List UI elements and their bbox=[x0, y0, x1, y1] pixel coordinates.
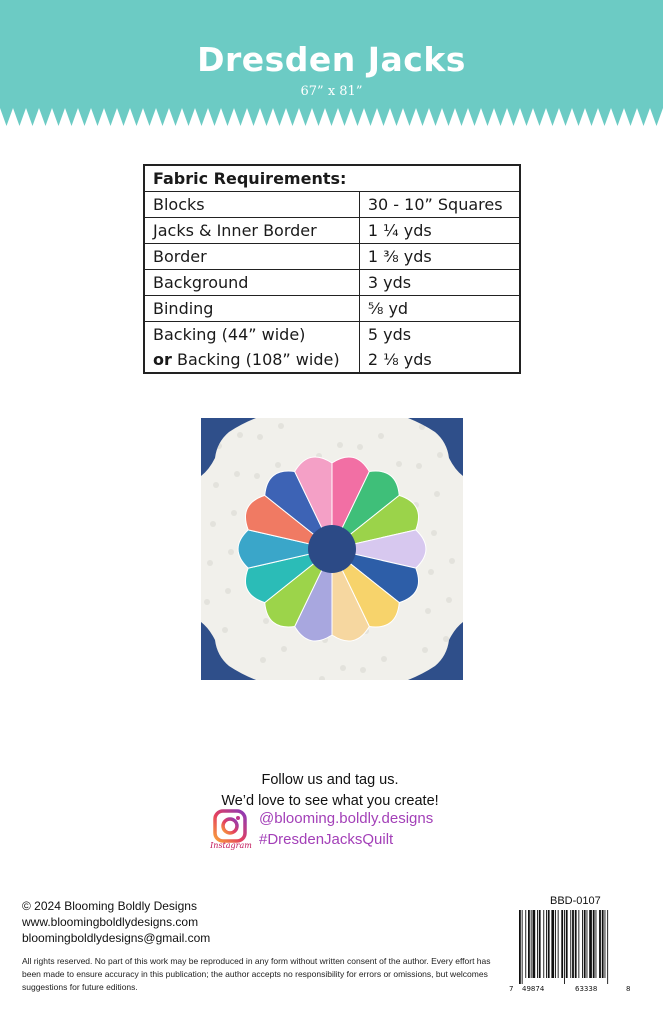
table-row bbox=[144, 347, 520, 373]
background-texture-dot bbox=[416, 463, 422, 469]
row-item: Blocks bbox=[153, 195, 205, 214]
background-texture-dot bbox=[340, 665, 346, 671]
row-item: Border bbox=[144, 244, 359, 270]
website-link[interactable]: www.bloomingboldlydesigns.com bbox=[22, 915, 199, 929]
barcode-bar bbox=[533, 910, 536, 978]
barcode-bar bbox=[572, 910, 574, 978]
dresden-plate-illustration bbox=[201, 418, 463, 680]
dresden-center-circle bbox=[308, 525, 356, 573]
social-handles bbox=[259, 808, 433, 850]
barcode-bar bbox=[564, 910, 565, 984]
header-banner bbox=[0, 0, 663, 128]
barcode-bar bbox=[602, 910, 604, 978]
barcode-background bbox=[509, 908, 627, 986]
background-texture-dot bbox=[449, 558, 455, 564]
row-item: Backing (44” wide) bbox=[153, 325, 306, 344]
barcode-bar bbox=[599, 910, 601, 978]
row-amount: 1 ⅜ yds bbox=[359, 244, 520, 270]
barcode-bar bbox=[582, 910, 583, 978]
background-texture-dot bbox=[278, 423, 284, 429]
follow-line-2: We’d love to see what you create! bbox=[221, 793, 439, 809]
background-texture-dot bbox=[422, 647, 428, 653]
background-texture-dot bbox=[207, 560, 213, 566]
background-texture-dot bbox=[210, 521, 216, 527]
background-texture-dot bbox=[281, 646, 287, 652]
background-texture-dot bbox=[428, 569, 434, 575]
background-texture-dot bbox=[257, 434, 263, 440]
barcode-bar bbox=[539, 910, 541, 978]
background-texture-dot bbox=[396, 461, 402, 467]
barcode-bar bbox=[531, 910, 532, 978]
barcode-bar bbox=[537, 910, 538, 978]
barcode-bar bbox=[525, 910, 526, 978]
table-heading: Fabric Requirements: bbox=[144, 165, 520, 192]
legal-notice: All rights reserved. No part of this work may be reproduced in any form without written consent of the author. Every effort has been made to ensure accuracy in this publication; the author accepts no responsibility for errors or omissions, but welcomes suggestions for future editions. bbox=[22, 956, 491, 992]
barcode-bar bbox=[584, 910, 586, 978]
barcode-bar bbox=[546, 910, 547, 978]
barcode-bar bbox=[558, 910, 559, 978]
background-texture-dot bbox=[357, 444, 363, 450]
barcode bbox=[509, 908, 627, 986]
background-texture-dot bbox=[263, 618, 269, 624]
follow-message bbox=[150, 770, 510, 812]
background-texture-dot bbox=[434, 491, 440, 497]
table-row bbox=[144, 244, 520, 270]
pattern-title: Dresden Jacks bbox=[197, 40, 466, 79]
background-texture-dot bbox=[275, 462, 281, 468]
row-amount: ⅝ yd bbox=[359, 296, 520, 322]
barcode-right-digits: 63338 bbox=[575, 985, 598, 993]
background-texture-dot bbox=[337, 442, 343, 448]
quilt-dimensions: 67” x 81” bbox=[300, 84, 363, 99]
follow-line-1: Follow us and tag us. bbox=[261, 772, 399, 788]
barcode-bar bbox=[555, 910, 556, 978]
row-amount: 5 yds bbox=[359, 322, 520, 348]
hashtag[interactable]: #DresdenJacksQuilt bbox=[259, 831, 394, 848]
row-item: Binding bbox=[144, 296, 359, 322]
barcode-left-digits: 49874 bbox=[522, 985, 545, 993]
barcode-bar bbox=[593, 910, 595, 978]
background-texture-dot bbox=[213, 482, 219, 488]
email-link[interactable]: bloomingboldlydesigns@gmail.com bbox=[22, 931, 211, 945]
row-item: Background bbox=[144, 270, 359, 296]
barcode-bar bbox=[528, 910, 530, 978]
table-row bbox=[144, 296, 520, 322]
background-texture-dot bbox=[228, 549, 234, 555]
background-texture-dot bbox=[378, 433, 384, 439]
background-texture-dot bbox=[360, 667, 366, 673]
instagram-wordmark: Instagram bbox=[210, 841, 252, 850]
table-row bbox=[144, 218, 520, 244]
copyright: © 2024 Blooming Boldly Designs bbox=[22, 899, 197, 913]
background-texture-dot bbox=[446, 597, 452, 603]
barcode-lead-digit: 7 bbox=[509, 985, 514, 993]
row-amount: 30 - 10” Squares bbox=[359, 192, 520, 218]
background-texture-dot bbox=[443, 636, 449, 642]
barcode-bar bbox=[519, 910, 521, 984]
barcode-bar bbox=[543, 910, 544, 978]
barcode-bar bbox=[607, 910, 608, 984]
instagram-icon bbox=[212, 808, 248, 844]
barcode-bar bbox=[548, 910, 550, 978]
background-texture-dot bbox=[222, 627, 228, 633]
background-texture-dot bbox=[225, 588, 231, 594]
instagram-handle[interactable]: @blooming.boldly.designs bbox=[259, 810, 434, 827]
footer-contact bbox=[22, 898, 210, 946]
background-texture-dot bbox=[260, 657, 266, 663]
barcode-bar bbox=[587, 910, 588, 978]
row-item: Jacks & Inner Border bbox=[144, 218, 359, 244]
row-item-alt bbox=[144, 347, 359, 373]
background-texture-dot bbox=[381, 656, 387, 662]
barcode-bar bbox=[561, 910, 563, 978]
background-texture-dot bbox=[204, 599, 210, 605]
background-texture-dot bbox=[425, 608, 431, 614]
fabric-requirements-table bbox=[143, 164, 521, 374]
barcode-bar bbox=[596, 910, 597, 978]
product-code: BBD-0107 bbox=[550, 895, 601, 907]
quilt-block-image bbox=[201, 418, 463, 680]
background-texture-dot bbox=[231, 510, 237, 516]
table-row bbox=[144, 322, 520, 348]
row-amount: 3 yds bbox=[359, 270, 520, 296]
row-item-prefix: or bbox=[153, 350, 172, 369]
background-texture-dot bbox=[234, 471, 240, 477]
table-heading-row bbox=[144, 165, 520, 192]
background-texture-dot bbox=[437, 452, 443, 458]
barcode-bar bbox=[578, 910, 579, 978]
table-row bbox=[144, 192, 520, 218]
barcode-bar bbox=[522, 910, 523, 984]
barcode-bar bbox=[570, 910, 571, 978]
row-amount: 1 ¼ yds bbox=[359, 218, 520, 244]
barcode-check-digit: 8 bbox=[626, 985, 631, 993]
row-item: Backing (108” wide) bbox=[171, 350, 340, 369]
barcode-bar bbox=[551, 910, 554, 978]
barcode-bar bbox=[575, 910, 577, 978]
background-texture-dot bbox=[431, 530, 437, 536]
row-amount: 2 ⅛ yds bbox=[359, 347, 520, 373]
background-texture-dot bbox=[254, 473, 260, 479]
background-texture-dot bbox=[237, 432, 243, 438]
barcode-bar bbox=[566, 910, 568, 978]
barcode-bar bbox=[605, 910, 606, 978]
table-row bbox=[144, 270, 520, 296]
barcode-bar bbox=[589, 910, 592, 978]
